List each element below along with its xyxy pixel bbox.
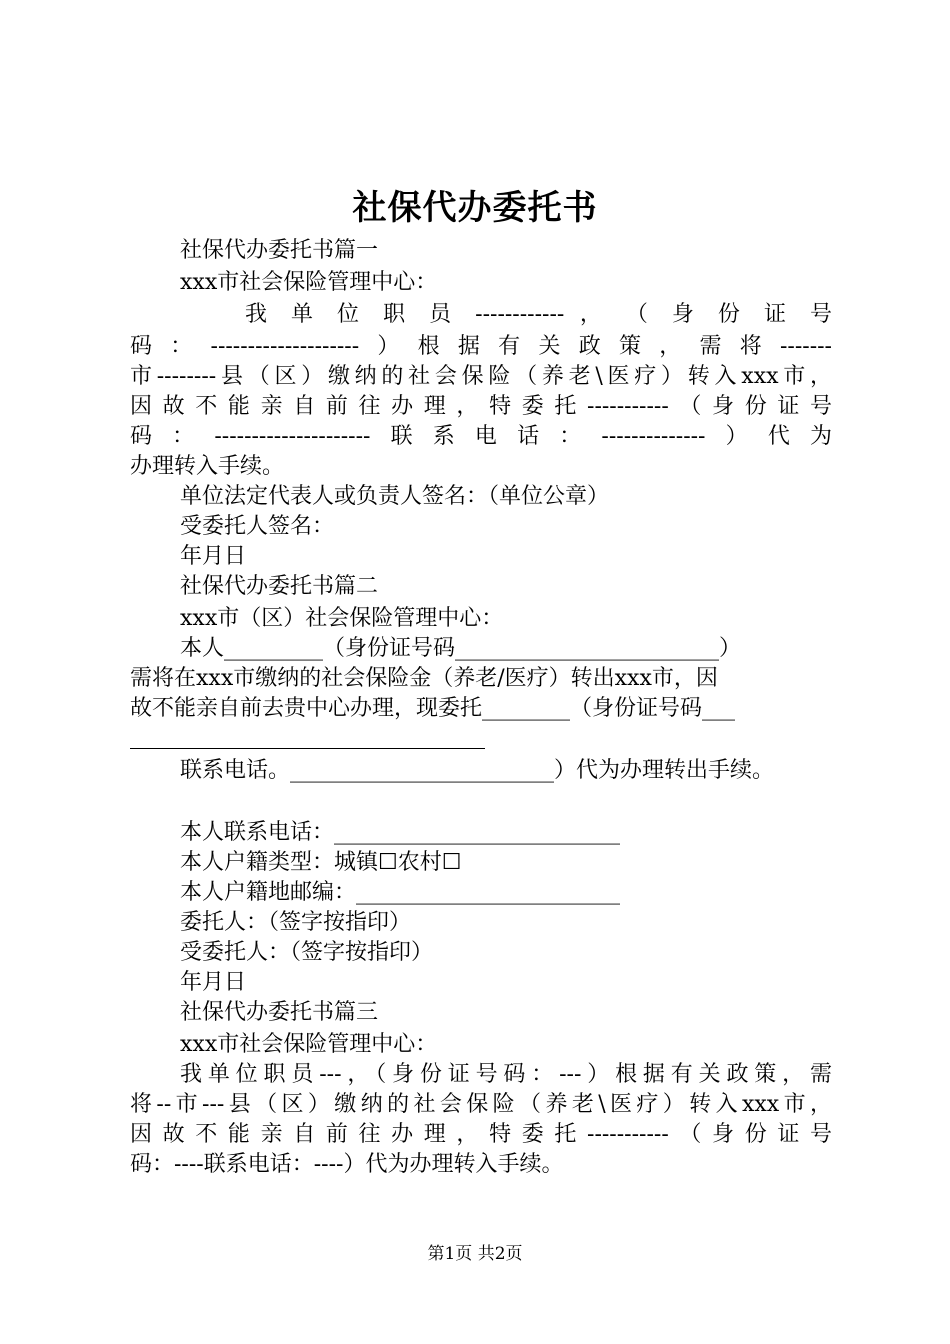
body-line: 因故不能亲自前往办理，特委托-----------（身份证号: [130, 1122, 832, 1147]
section-heading-1: 社保代办委托书篇一: [180, 238, 379, 263]
body-line: 我单位职员---，（身份证号码：---）根据有关政策，需: [180, 1062, 832, 1087]
form-field-line: 本人户籍地邮编：________________________: [180, 880, 621, 905]
body-line: 故不能亲自前去贵中心办理，现委托________（身份证号码___: [130, 696, 736, 721]
form-field-line: 本人联系电话：__________________________: [180, 820, 621, 845]
body-line: 码：----联系电话：----）代为办理转入手续。: [130, 1152, 564, 1177]
signature-line: 委托人：（签字按指印）: [180, 910, 412, 935]
body-line: 我 单 位 职 员 ------------ ， （ 身 份 证 号: [245, 302, 832, 327]
body-line: 码：--------------------）根据有关政策，需将-------: [130, 334, 832, 359]
signature-line: 受委托人签名：: [180, 514, 335, 539]
body-line: 本人_________（身份证号码________________________）: [180, 636, 742, 661]
body-line: 因故不能亲自前往办理，特委托-----------（身份证号: [130, 394, 832, 419]
body-line: 办理转入手续。: [130, 454, 285, 479]
date-line: 年月日: [180, 970, 247, 995]
section-heading-2: 社保代办委托书篇二: [180, 574, 379, 599]
body-line: 市--------县（区）缴纳的社会保险（养老\医疗）转入xxx市，: [130, 364, 832, 389]
body-line: 需将在xxx市缴纳的社会保险金（养老/医疗）转出xxx市，因: [130, 666, 718, 691]
addressee-1: xxx市社会保险管理中心：: [180, 270, 438, 295]
form-field-line: 本人户籍类型：城镇☐农村☐: [180, 850, 462, 875]
addressee-2: xxx市（区）社会保险管理中心：: [180, 606, 504, 631]
body-line: 联系电话。________________________）代为办理转出手续。: [180, 758, 775, 783]
signature-line: 受委托人：（签字按指印）: [180, 940, 434, 965]
page-footer: 第1页 共2页: [427, 1244, 523, 1264]
signature-line: 单位法定代表人或负责人签名：（单位公章）: [180, 484, 610, 509]
date-line: 年月日: [180, 544, 247, 569]
document-title: 社保代办委托书: [352, 188, 598, 228]
body-line: 将--市---县（区）缴纳的社会保险（养老\医疗）转入xxx市，: [130, 1092, 832, 1117]
blank-underline: [130, 748, 485, 749]
body-line: 码：---------------------联系电话：--------------）代为: [130, 424, 832, 449]
addressee-3: xxx市社会保险管理中心：: [180, 1032, 438, 1057]
section-heading-3: 社保代办委托书篇三: [180, 1000, 379, 1025]
